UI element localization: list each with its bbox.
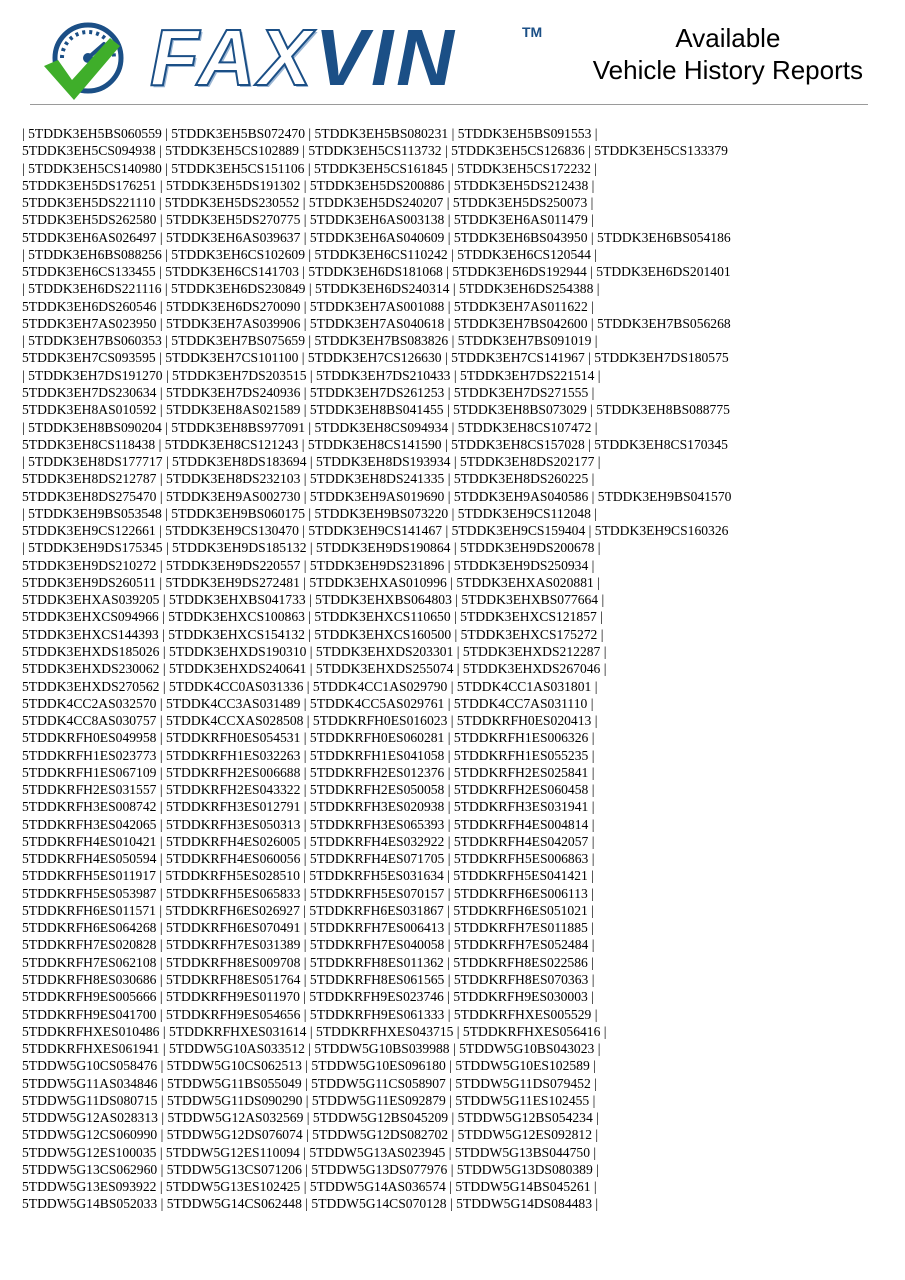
vin-line: 5TDDK3EH8AS010592 | 5TDDK3EH8AS021589 | 5TDDK3EH8BS041455 | 5TDDK3EH8BS073029 | 5TDDK3EH8BS088775 [22,402,730,418]
vin-line: 5TDDK3EH6AS026497 | 5TDDK3EH6AS039637 | 5TDDK3EH6AS040609 | 5TDDK3EH6BS043950 | 5TDDK3EH6BS054186 [22,229,731,245]
vin-line: 5TDDK4CC8AS030757 | 5TDDK4CCXAS028508 | 5TDDKRFH0ES016023 | 5TDDKRFH0ES020413 | [22,713,598,729]
speedometer-check-icon [40,20,132,102]
vin-line: 5TDDKRFH9ES041700 | 5TDDKRFH9ES054656 | 5TDDKRFH9ES061333 | 5TDDKRFHXES005529 | [22,1006,598,1022]
vin-line: 5TDDW5G11DS080715 | 5TDDW5G11DS090290 | 5TDDW5G11ES092879 | 5TDDW5G11ES102455 | [22,1092,596,1108]
vin-line: | 5TDDK3EH9BS053548 | 5TDDK3EH9BS060175 | 5TDDK3EH9BS073220 | 5TDDK3EH9CS112048 | [22,505,597,521]
vin-line: 5TDDK3EH9DS210272 | 5TDDK3EH9DS220557 | 5TDDK3EH9DS231896 | 5TDDK3EH9DS250934 | [22,557,595,573]
vin-line: 5TDDK3EH5DS221110 | 5TDDK3EH5DS230552 | 5TDDK3EH5DS240207 | 5TDDK3EH5DS250073 | [22,195,594,211]
logo-fax-text: FAX [150,13,315,102]
vin-line: 5TDDKRFH6ES064268 | 5TDDKRFH6ES070491 | 5TDDKRFH7ES006413 | 5TDDKRFH7ES011885 | [22,920,594,936]
vin-line: 5TDDKRFH4ES050594 | 5TDDKRFH4ES060056 | 5TDDKRFH4ES071705 | 5TDDKRFH5ES006863 | [22,851,595,867]
vin-line: 5TDDKRFH5ES053987 | 5TDDKRFH5ES065833 | 5TDDKRFH5ES070157 | 5TDDKRFH6ES006113 | [22,885,594,901]
vin-line: 5TDDKRFH4ES010421 | 5TDDKRFH4ES026005 | 5TDDKRFH4ES032922 | 5TDDKRFH4ES042057 | [22,833,595,849]
vin-line: | 5TDDK3EH7BS060353 | 5TDDK3EH7BS075659 | 5TDDK3EH7BS083826 | 5TDDK3EH7BS091019 | [22,333,598,349]
vin-line: 5TDDK4CC2AS032570 | 5TDDK4CC3AS031489 | 5TDDK4CC5AS029761 | 5TDDK4CC7AS031110 | [22,695,594,711]
vin-line: 5TDDKRFHXES010486 | 5TDDKRFHXES031614 | 5TDDKRFHXES043715 | 5TDDKRFHXES056416 | [22,1023,607,1039]
trademark-symbol: TM [522,24,543,40]
vin-line: 5TDDK3EH5CS094938 | 5TDDK3EH5CS102889 | 5TDDK3EH5CS113732 | 5TDDK3EH5CS126836 | 5TDDK3EH5CS133379 [22,143,728,159]
vin-line: 5TDDK3EHXDS230062 | 5TDDK3EHXDS240641 | 5TDDK3EHXDS255074 | 5TDDK3EHXDS267046 | [22,661,607,677]
vin-line: 5TDDKRFH1ES067109 | 5TDDKRFH2ES006688 | 5TDDKRFH2ES012376 | 5TDDKRFH2ES025841 | [22,764,595,780]
vin-line: 5TDDW5G11AS034846 | 5TDDW5G11BS055049 | 5TDDW5G11CS058907 | 5TDDW5G11DS079452 | [22,1075,597,1091]
report-title-line2: Vehicle History Reports [592,55,863,85]
vin-line: 5TDDW5G13CS062960 | 5TDDW5G13CS071206 | 5TDDW5G13DS077976 | 5TDDW5G13DS080389 | [22,1161,599,1177]
vin-line: 5TDDK3EHXCS094966 | 5TDDK3EHXCS100863 | 5TDDK3EHXCS110650 | 5TDDK3EHXCS121857 | [22,609,603,625]
vin-line: 5TDDKRFH7ES020828 | 5TDDKRFH7ES031389 | 5TDDKRFH7ES040058 | 5TDDKRFH7ES052484 | [22,937,595,953]
vin-line: | 5TDDK3EH6DS221116 | 5TDDK3EH6DS230849 | 5TDDK3EH6DS240314 | 5TDDK3EH6DS254388 | [22,281,600,297]
vin-line: 5TDDK3EH8DS212787 | 5TDDK3EH8DS232103 | 5TDDK3EH8DS241335 | 5TDDK3EH8DS260225 | [22,471,595,487]
report-title [593,22,863,86]
vin-line: 5TDDKRFH5ES011917 | 5TDDKRFH5ES028510 | 5TDDKRFH5ES031634 | 5TDDKRFH5ES041421 | [22,868,594,884]
logo-vin-text: VIN [314,13,457,102]
faxvin-logo [150,14,457,102]
vin-line: | 5TDDK3EH9DS175345 | 5TDDK3EH9DS185132 | 5TDDK3EH9DS190864 | 5TDDK3EH9DS200678 | [22,540,601,556]
vin-line: 5TDDKRFH2ES031557 | 5TDDKRFH2ES043322 | 5TDDKRFH2ES050058 | 5TDDKRFH2ES060458 | [22,782,595,798]
vin-line: 5TDDW5G12AS028313 | 5TDDW5G12AS032569 | 5TDDW5G12BS045209 | 5TDDW5G12BS054234 | [22,1110,599,1126]
vin-line: | 5TDDK3EH8BS090204 | 5TDDK3EH8BS977091 | 5TDDK3EH8CS094934 | 5TDDK3EH8CS107472 | [22,419,598,435]
vin-line: 5TDDK3EH9DS260511 | 5TDDK3EH9DS272481 | 5TDDK3EHXAS010996 | 5TDDK3EHXAS020881 | [22,574,600,590]
vin-line: 5TDDKRFH7ES062108 | 5TDDKRFH8ES009708 | 5TDDKRFH8ES011362 | 5TDDKRFH8ES022586 | [22,954,594,970]
vin-line: 5TDDKRFH8ES030686 | 5TDDKRFH8ES051764 | 5TDDKRFH8ES061565 | 5TDDKRFH8ES070363 | [22,972,595,988]
vin-line: 5TDDK3EH8CS118438 | 5TDDK3EH8CS121243 | 5TDDK3EH8CS141590 | 5TDDK3EH8CS157028 | 5TDDK3EH8CS170345 [22,436,728,452]
vin-line: 5TDDK3EH5DS176251 | 5TDDK3EH5DS191302 | 5TDDK3EH5DS200886 | 5TDDK3EH5DS212438 | [22,177,595,193]
report-title-line1: Available [675,23,781,53]
vin-line: | 5TDDK3EH5CS140980 | 5TDDK3EH5CS151106 | 5TDDK3EH5CS161845 | 5TDDK3EH5CS172232 | [22,160,597,176]
vin-line: | 5TDDK3EH7DS191270 | 5TDDK3EH7DS203515 | 5TDDK3EH7DS210433 | 5TDDK3EH7DS221514 | [22,367,601,383]
vin-line: 5TDDW5G13ES093922 | 5TDDW5G13ES102425 | 5TDDW5G14AS036574 | 5TDDW5G14BS045261 | [22,1179,597,1195]
vin-line: | 5TDDK3EH8DS177717 | 5TDDK3EH8DS183694 | 5TDDK3EH8DS193934 | 5TDDK3EH8DS202177 | [22,454,601,470]
vin-line: 5TDDK3EH8DS275470 | 5TDDK3EH9AS002730 | 5TDDK3EH9AS019690 | 5TDDK3EH9AS040586 | 5TDDK3EH9BS041570 [22,488,732,504]
vin-line: 5TDDKRFH1ES023773 | 5TDDKRFH1ES032263 | 5TDDKRFH1ES041058 | 5TDDKRFH1ES055235 | [22,747,595,763]
vin-line: 5TDDK3EHXAS039205 | 5TDDK3EHXBS041733 | 5TDDK3EHXBS064803 | 5TDDK3EHXBS077664 | [22,592,605,608]
vin-list [22,125,892,1213]
page-header [0,0,905,110]
vin-line: 5TDDK3EHXDS185026 | 5TDDK3EHXDS190310 | 5TDDK3EHXDS203301 | 5TDDK3EHXDS212287 | [22,643,607,659]
vin-line: 5TDDK3EH7AS023950 | 5TDDK3EH7AS039906 | 5TDDK3EH7AS040618 | 5TDDK3EH7BS042600 | 5TDDK3EH7BS056268 [22,315,731,331]
vin-line: 5TDDW5G10CS058476 | 5TDDW5G10CS062513 | 5TDDW5G10ES096180 | 5TDDW5G10ES102589 | [22,1058,596,1074]
vin-line: | 5TDDK3EH5BS060559 | 5TDDK3EH5BS072470 | 5TDDK3EH5BS080231 | 5TDDK3EH5BS091553 | [22,126,598,141]
vin-line: 5TDDK3EH9CS122661 | 5TDDK3EH9CS130470 | 5TDDK3EH9CS141467 | 5TDDK3EH9CS159404 | 5TDDK3EH9CS160326 [22,523,729,539]
vin-line: 5TDDKRFH3ES042065 | 5TDDKRFH3ES050313 | 5TDDKRFH3ES065393 | 5TDDKRFH4ES004814 | [22,816,595,832]
vin-line: 5TDDKRFH3ES008742 | 5TDDKRFH3ES012791 | 5TDDKRFH3ES020938 | 5TDDKRFH3ES031941 | [22,799,595,815]
vin-line: 5TDDK3EHXDS270562 | 5TDDK4CC0AS031336 | 5TDDK4CC1AS029790 | 5TDDK4CC1AS031801 | [22,678,598,694]
vin-line: | 5TDDK3EH6BS088256 | 5TDDK3EH6CS102609 | 5TDDK3EH6CS110242 | 5TDDK3EH6CS120544 | [22,246,597,262]
vin-line: 5TDDKRFH9ES005666 | 5TDDKRFH9ES011970 | 5TDDKRFH9ES023746 | 5TDDKRFH9ES030003 | [22,989,594,1005]
vin-line: 5TDDKRFHXES061941 | 5TDDW5G10AS033512 | 5TDDW5G10BS039988 | 5TDDW5G10BS043023 | [22,1041,601,1057]
vin-line: 5TDDW5G12CS060990 | 5TDDW5G12DS076074 | 5TDDW5G12DS082702 | 5TDDW5G12ES092812 | [22,1127,599,1143]
vin-line: 5TDDW5G14BS052033 | 5TDDW5G14CS062448 | 5TDDW5G14CS070128 | 5TDDW5G14DS084483 | [22,1196,599,1212]
vin-line: 5TDDKRFH0ES049958 | 5TDDKRFH0ES054531 | 5TDDKRFH0ES060281 | 5TDDKRFH1ES006326 | [22,730,595,746]
vin-line: 5TDDK3EH7CS093595 | 5TDDK3EH7CS101100 | 5TDDK3EH7CS126630 | 5TDDK3EH7CS141967 | 5TDDK3EH7DS180575 [22,350,729,366]
vin-line: 5TDDKRFH6ES011571 | 5TDDKRFH6ES026927 | 5TDDKRFH6ES031867 | 5TDDKRFH6ES051021 | [22,902,594,918]
vin-line: 5TDDW5G12ES100035 | 5TDDW5G12ES110094 | 5TDDW5G13AS023945 | 5TDDW5G13BS044750 | [22,1144,597,1160]
vin-line: 5TDDK3EH6CS133455 | 5TDDK3EH6CS141703 | 5TDDK3EH6DS181068 | 5TDDK3EH6DS192944 | 5TDDK3EH6DS201401 [22,264,731,280]
header-divider [30,104,868,105]
vin-line: 5TDDK3EHXCS144393 | 5TDDK3EHXCS154132 | 5TDDK3EHXCS160500 | 5TDDK3EHXCS175272 | [22,626,604,642]
vin-line: 5TDDK3EH6DS260546 | 5TDDK3EH6DS270090 | 5TDDK3EH7AS001088 | 5TDDK3EH7AS011622 | [22,298,594,314]
vin-line: 5TDDK3EH7DS230634 | 5TDDK3EH7DS240936 | 5TDDK3EH7DS261253 | 5TDDK3EH7DS271555 | [22,384,595,400]
vin-line: 5TDDK3EH5DS262580 | 5TDDK3EH5DS270775 | 5TDDK3EH6AS003138 | 5TDDK3EH6AS011479 | [22,212,594,228]
